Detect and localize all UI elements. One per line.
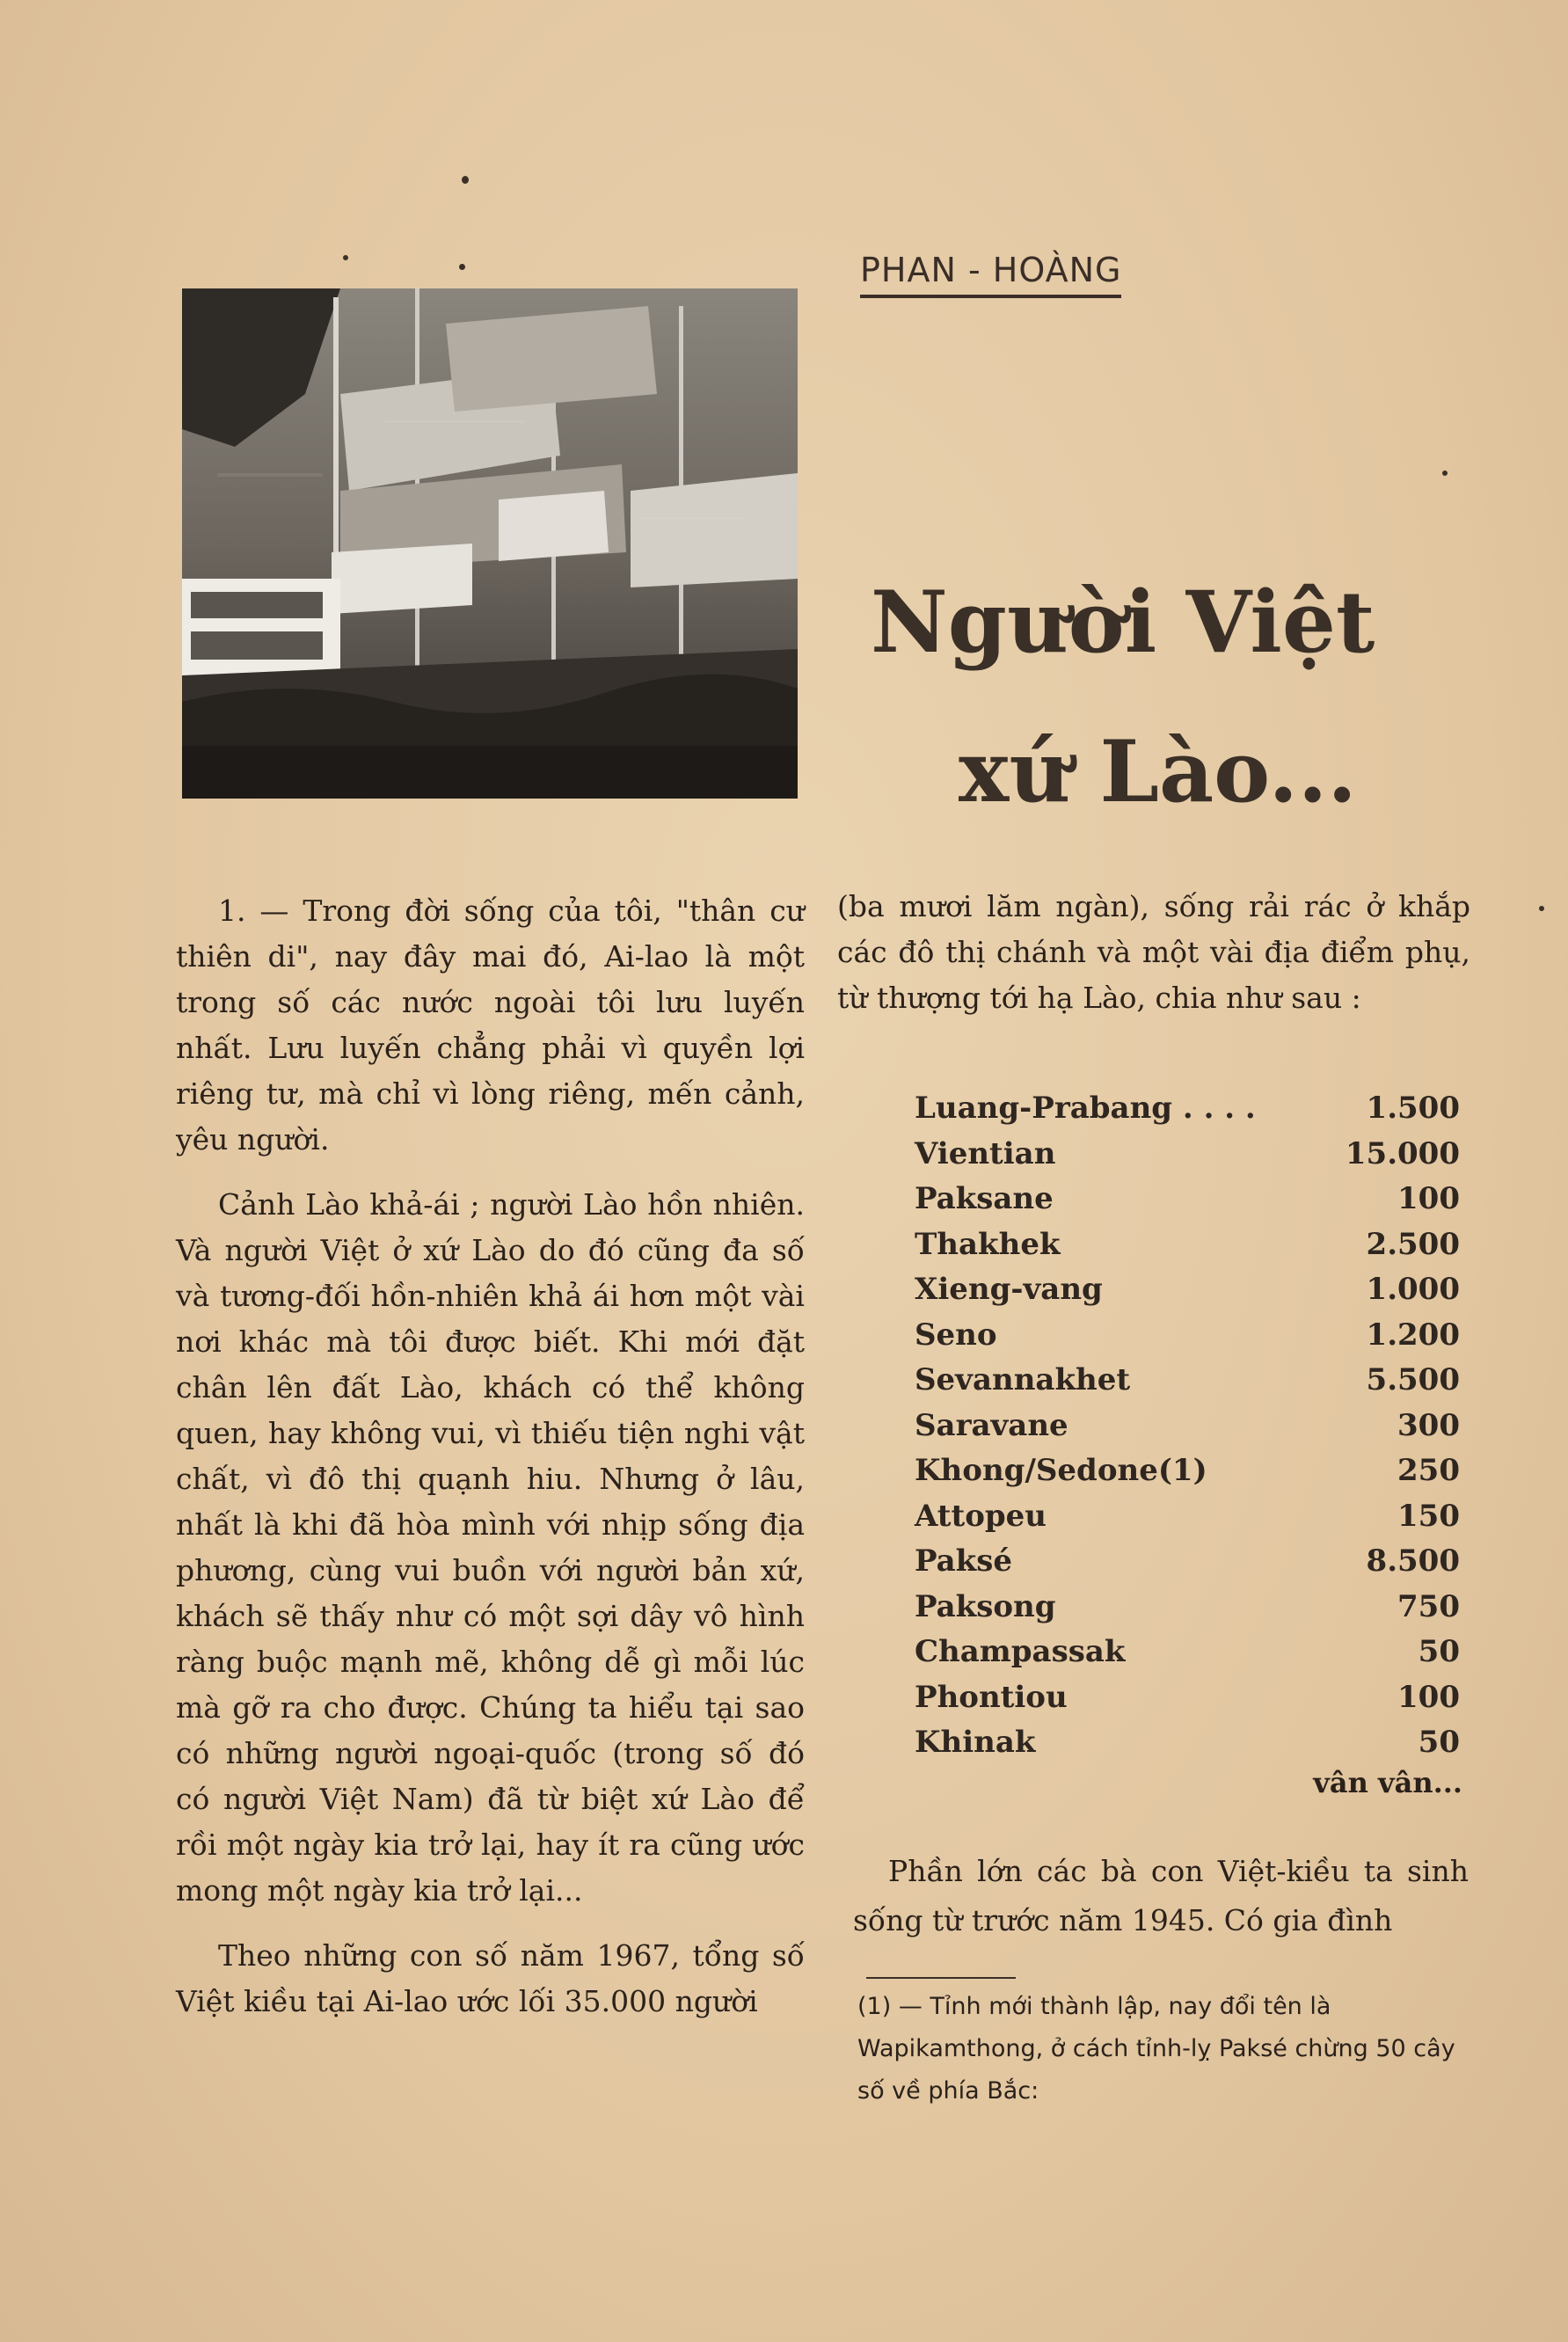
footnote: (1) — Tỉnh mới thành lập, nay đổi tên là Wapikamthong, ở cách tỉnh-lỵ Paksé chừng 50 cây số về phía Bắc: bbox=[857, 1993, 1455, 2105]
speck bbox=[462, 176, 469, 184]
row-count: 50 bbox=[1418, 1725, 1460, 1760]
table-row bbox=[915, 1585, 1460, 1631]
speck bbox=[343, 255, 348, 260]
row-count: 300 bbox=[1397, 1407, 1460, 1443]
speck bbox=[459, 264, 465, 270]
row-count: 1.000 bbox=[1366, 1272, 1460, 1307]
paragraph-3: Theo những con số năm 1967, tổng số Việt kiều tại Ai-lao ước lối 35.000 người bbox=[176, 1938, 805, 2018]
table-row bbox=[915, 1222, 1460, 1268]
row-count: 100 bbox=[1397, 1679, 1460, 1715]
table-row bbox=[915, 1132, 1460, 1178]
row-location: Paksé bbox=[915, 1543, 1013, 1579]
row-location: Xieng-vang bbox=[915, 1272, 1103, 1307]
row-count: 2.500 bbox=[1366, 1226, 1460, 1262]
row-count: 1.500 bbox=[1366, 1091, 1460, 1126]
table-row bbox=[915, 1494, 1460, 1540]
right-column-intro bbox=[837, 884, 1470, 1040]
row-location: Champassak bbox=[915, 1634, 1126, 1669]
row-count: 5.500 bbox=[1366, 1362, 1460, 1397]
table-row bbox=[915, 1086, 1460, 1132]
row-location: Attopeu bbox=[915, 1498, 1047, 1534]
table-row bbox=[915, 1177, 1460, 1222]
population-table bbox=[915, 1086, 1460, 1766]
banner-photo bbox=[182, 288, 798, 799]
article-title-line-2: xứ Lào... bbox=[959, 722, 1357, 821]
row-location: Khong/Sedone(1) bbox=[915, 1453, 1207, 1488]
row-location: Seno bbox=[915, 1317, 997, 1353]
author-byline: PHAN - HOÀNG bbox=[860, 251, 1121, 298]
speck bbox=[1442, 471, 1448, 476]
row-location: Paksane bbox=[915, 1181, 1054, 1216]
intro-paragraph: (ba mươi lăm ngàn), sống rải rác ở khắp các đô thị chánh và một vài địa điểm phụ, từ thượng tới hạ Lào, chia như sau : bbox=[837, 889, 1470, 1015]
row-location: Phontiou bbox=[915, 1679, 1068, 1715]
table-row bbox=[915, 1675, 1460, 1721]
paragraph-2: Cảnh Lào khả-ái ; người Lào hồn nhiên. Và người Việt ở xứ Lào do đó cũng đa số và tương-đối hồn-nhiên khả ái hơn một vài nơi khác mà tôi được biết. Khi mới đặt chân lên đất Lào, khách có thể không quen, hay không vui, vì thiếu tiện nghi vật chất, vì đô thị quạnh hiu. Nhưng ở lâu, nhất là khi đã hòa mình với nhịp sống địa phương, cùng vui buồn với người bản xứ, khách sẽ thấy như có một sợi dây vô hình ràng buộc mạnh mẽ, không dễ gì mỗi lúc mà gỡ ra cho được. Chúng ta hiểu tại sao có những người ngoại-quốc (trong số đó có người Việt Nam) đã từ biệt xứ Lào để rồi một ngày kia trở lại, hay ít ra cũng ước mong một ngày kia trở lại... bbox=[176, 1187, 805, 1908]
table-row bbox=[915, 1630, 1460, 1675]
row-location: Khinak bbox=[915, 1725, 1036, 1760]
table-row bbox=[915, 1404, 1460, 1449]
table-row bbox=[915, 1448, 1460, 1494]
left-column bbox=[176, 888, 805, 2044]
paragraph-right-continuation: Phần lớn các bà con Việt-kiều ta sinh sống từ trước năm 1945. Có gia đình bbox=[853, 1854, 1469, 1937]
row-count: 8.500 bbox=[1366, 1543, 1460, 1579]
etc-label: vân vân... bbox=[1313, 1766, 1462, 1799]
row-count: 750 bbox=[1397, 1588, 1460, 1624]
row-count: 250 bbox=[1397, 1453, 1460, 1488]
row-count: 100 bbox=[1397, 1181, 1460, 1216]
speck bbox=[1539, 906, 1544, 911]
table-row bbox=[915, 1267, 1460, 1313]
article-title-line-1: Người Việt bbox=[871, 573, 1375, 672]
table-row bbox=[915, 1313, 1460, 1359]
footnote-divider bbox=[866, 1977, 1016, 1979]
banner-photo-image bbox=[182, 288, 798, 799]
table-row bbox=[915, 1539, 1460, 1585]
row-location: Vientian bbox=[915, 1135, 1056, 1171]
row-location: Luang-Prabang . . . . bbox=[915, 1091, 1256, 1126]
row-location: Saravane bbox=[915, 1407, 1068, 1443]
row-count: 50 bbox=[1418, 1634, 1460, 1669]
paragraph-1: 1. — Trong đời sống của tôi, "thân cư thiên di", nay đây mai đó, Ai-lao là một trong số các nước ngoài tôi lưu luyến nhất. Lưu luyến chẳng phải vì quyền lợi riêng tư, mà chỉ vì lòng riêng, mến cảnh, yêu người. bbox=[176, 894, 805, 1156]
table-row bbox=[915, 1720, 1460, 1766]
row-count: 150 bbox=[1397, 1498, 1460, 1534]
row-location: Sevannakhet bbox=[915, 1362, 1131, 1397]
row-location: Paksong bbox=[915, 1588, 1056, 1624]
row-location: Thakhek bbox=[915, 1226, 1061, 1262]
row-count: 1.200 bbox=[1366, 1317, 1460, 1353]
row-count: 15.000 bbox=[1345, 1135, 1460, 1171]
table-row bbox=[915, 1358, 1460, 1404]
